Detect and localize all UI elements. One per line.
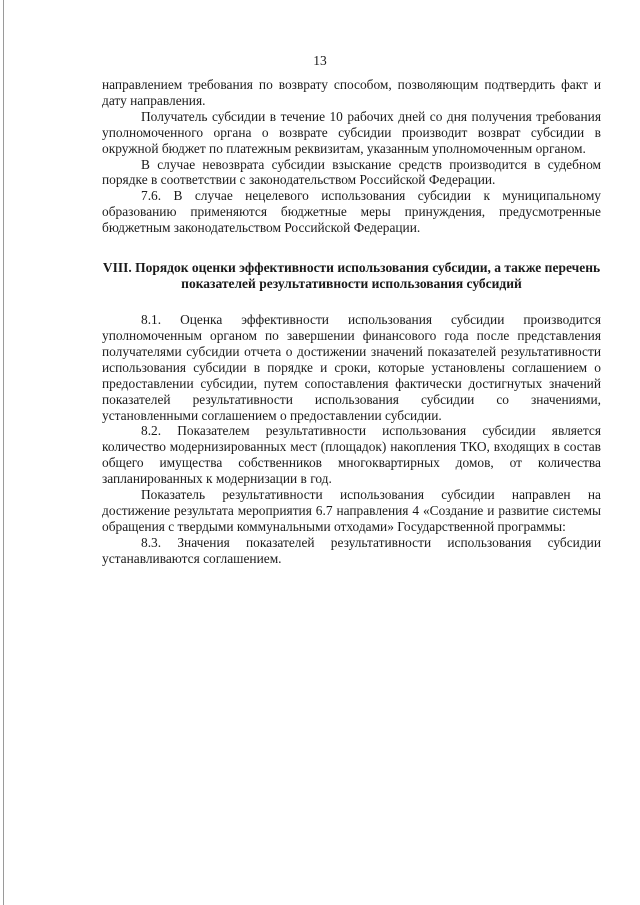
- paragraph-7-6: 7.6. В случае нецелевого использования субсидии к муниципальному образованию применяются бюджетные меры принуждения, предусмотренные бюджетным законодательством Российской Федерации.: [102, 188, 601, 236]
- page-edge-line: [3, 0, 4, 905]
- document-body: [102, 77, 601, 567]
- paragraph-8-3: 8.3. Значения показателей результативности использования субсидии устанавливаются соглашением.: [102, 534, 601, 566]
- paragraph-8-2: 8.2. Показателем результативности использования субсидии является количество модернизированных мест (площадок) накопления ТКО, входящих в состав общего имущества собственников многоквартирных домов, от количества запланированных к модернизации в год.: [102, 423, 601, 487]
- section-heading-viii: VIII. Порядок оценки эффективности использования субсидии, а также перечень показателей результативности использования субсидий: [102, 260, 601, 292]
- paragraph-indicator-goal: Показатель результативности использования субсидии направлен на достижение результата мероприятия 6.7 направления 4 «Создание и развитие системы обращения с твердыми коммунальными отходами» Государственной программы:: [102, 487, 601, 534]
- page-number: 13: [313, 53, 327, 68]
- paragraph-8-1: 8.1. Оценка эффективности использования субсидии производится уполномоченным органом по завершении финансового года после представления получателями субсидии отчета о достижении значений показателей результативности использования субсидии в порядке и сроки, которые установлены соглашением о предоставлении субсидии, путем сопоставления фактически достигнутых значений показателей результативности использования субсидии со значениями, установленными соглашением о предоставлении субсидии.: [102, 312, 601, 423]
- paragraph-refund-deadline: Получатель субсидии в течение 10 рабочих дней со дня получения требования уполномоченного органа о возврате субсидии производит возврат субсидии в окружной бюджет по платежным реквизитам, указанным уполномоченным органом.: [102, 108, 601, 156]
- paragraph-judicial-recovery: В случае невозврата субсидии взыскание средств производится в судебном порядке в соответствии с законодательством Российской Федерации.: [102, 156, 601, 188]
- paragraph-continuation: направлением требования по возврату способом, позволяющим подтвердить факт и дату направления.: [102, 77, 601, 108]
